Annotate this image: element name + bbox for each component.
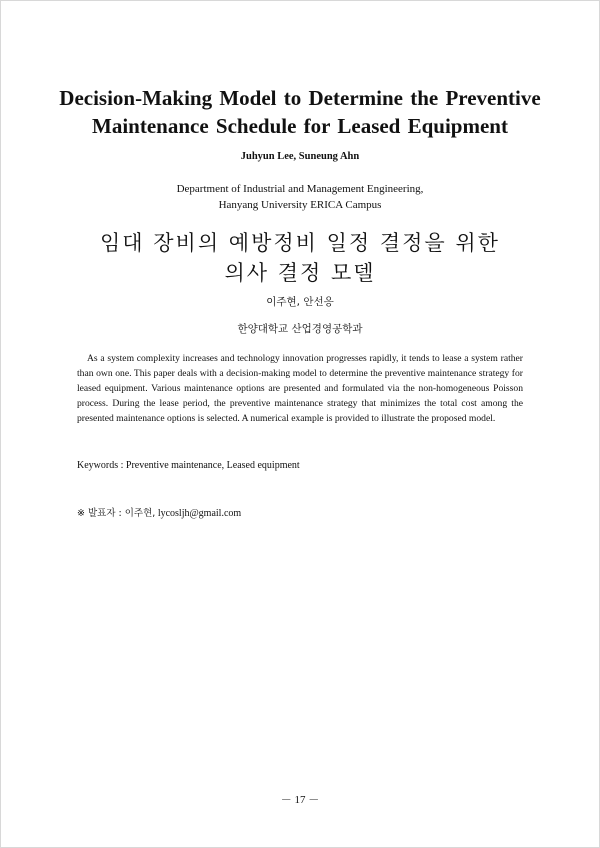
presenter-email: lycosljh@gmail.com xyxy=(155,508,242,519)
affiliation-line2: Hanyang University ERICA Campus xyxy=(218,199,382,211)
affiliation-line1: Department of Industrial and Management Engineering, xyxy=(176,183,424,195)
korean-title-line1: 임대 장비의 예방정비 일정 결정을 위한 xyxy=(100,231,500,255)
keywords: Keywords : Preventive maintenance, Leased equipment xyxy=(77,460,300,471)
paper-title xyxy=(40,84,560,140)
korean-authors: 이주현, 안선응 xyxy=(266,296,334,308)
authors: Juhyun Lee, Suneung Ahn xyxy=(240,151,360,162)
korean-title xyxy=(0,228,600,288)
paper-title-line1: Decision-Making Model to Determine the Preventive xyxy=(59,86,541,110)
presenter-footnote xyxy=(77,505,523,519)
paper-title-line2: Maintenance Schedule for Leased Equipment xyxy=(92,114,508,138)
korean-title-line2: 의사 결정 모델 xyxy=(224,261,376,285)
presenter-label: ※ 발표자 : 이주현, xyxy=(77,508,156,519)
affiliation xyxy=(0,181,600,213)
page-number: － 17 － xyxy=(280,794,320,806)
abstract: As a system complexity increases and technology innovation progresses rapidly, it tends to lease a system rather than own one. This paper deals with a decision-making model to determine the preventive maintenance strategy for leased equipment. Various maintenance options are presented and formulated via the non-homogeneous Poisson process. During the lease period, the preventive maintenance strategy that minimizes the total cost among the presented maintenance options is selected. A numerical example is provided to illustrate the proposed model. xyxy=(77,353,523,424)
korean-affiliation: 한양대학교 산업경영공학과 xyxy=(237,323,363,335)
